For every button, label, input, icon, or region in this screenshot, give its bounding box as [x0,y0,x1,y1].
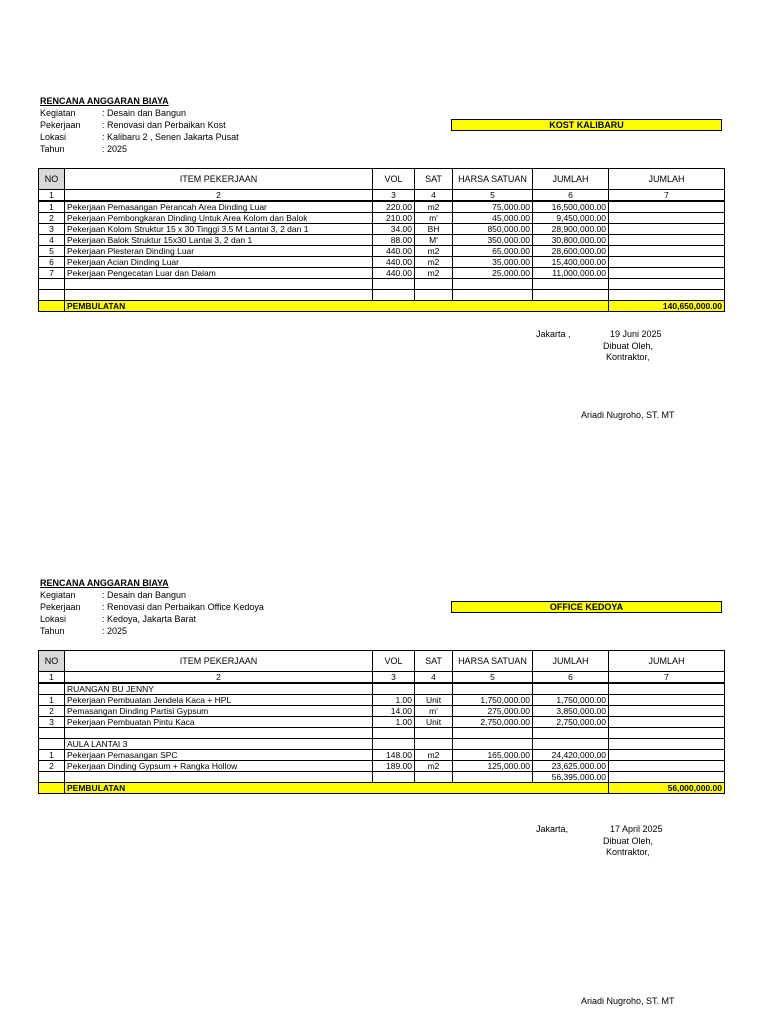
cell-no [39,290,65,301]
col-header-vol: VOL [373,651,415,672]
table-row [39,279,725,290]
cell-harga: 125,000.00 [453,761,533,772]
cell-jumlah2 [609,268,725,279]
sign-date: 17 April 2025 [610,824,663,834]
cell-item: Pemasangan Dinding Partisi Gypsum [65,706,373,717]
table-row [39,224,725,235]
cell-harga [453,739,533,750]
cell-harga [453,290,533,301]
cell-jumlah [533,739,609,750]
cell-item: Pekerjaan Kolom Struktur 15 x 30 Tinggi 3.5 M Lantai 3, 2 dan 1 [65,224,373,235]
cell-harga [453,683,533,695]
cell-jumlah [533,290,609,301]
cell-jumlah2 [609,772,725,783]
table-row [39,683,725,695]
col-header-jumlah-total: JUMLAH [609,651,725,672]
cell-jumlah: 24,420,000.00 [533,750,609,761]
cell-sat: m' [415,213,453,224]
cell-vol: 1.00 [373,717,415,728]
cell-harga: 850,000.00 [453,224,533,235]
sign-name: Ariadi Nugroho, ST. MT [581,410,675,420]
budget-table [38,168,725,312]
total-value: 140,650,000.00 [609,301,725,312]
cell-harga: 165,000.00 [453,750,533,761]
cell-vol: 14.00 [373,706,415,717]
col-header-no: NO [39,169,65,190]
cell-sat: BH [415,224,453,235]
total-value: 56,000,000.00 [609,783,725,794]
cell-vol: 88.00 [373,235,415,246]
cell-jumlah2 [609,235,725,246]
sign-city: Jakarta , [536,329,571,339]
cell-sat [415,739,453,750]
cell-sat [415,728,453,739]
cell-harga: 1,750,000.00 [453,695,533,706]
table-row [39,761,725,772]
cell-sat [415,772,453,783]
info-row: Pekerjaan : Renovasi dan Perbaikan Office Kedoya [40,602,264,612]
cell-no: 6 [39,257,65,268]
cell-vol: 440.00 [373,268,415,279]
cell-sat: m2 [415,257,453,268]
cell-vol: 1.00 [373,695,415,706]
cell-item [65,772,373,783]
cell-no: 3 [39,224,65,235]
cell-jumlah: 3,850,000.00 [533,706,609,717]
project-label: OFFICE KEDOYA [451,601,722,613]
total-row [39,783,725,794]
col-header-harga: HARSA SATUAN [453,169,533,190]
cell-jumlah: 2,750,000.00 [533,717,609,728]
total-label: PEMBULATAN [65,783,609,794]
cell-jumlah: 28,900,000.00 [533,224,609,235]
table-header [39,169,725,190]
cell-sat: m2 [415,246,453,257]
table-row [39,290,725,301]
info-row: Pekerjaan : Renovasi dan Perbaikan Kost [40,120,226,130]
cell-no: 3 [39,717,65,728]
cell-sat [415,683,453,695]
cell-jumlah2 [609,213,725,224]
cell-sat: m2 [415,201,453,213]
col-header-jumlah-total: JUMLAH [609,169,725,190]
cell-no: 1 [39,695,65,706]
cell-vol: 148.00 [373,750,415,761]
table-row [39,201,725,213]
cell-sat: Unit [415,717,453,728]
cell-vol [373,728,415,739]
doc-title: RENCANA ANGGARAN BIAYA [40,96,169,106]
cell-jumlah [533,683,609,695]
cell-item: Pekerjaan Pembuatan Jendela Kaca + HPL [65,695,373,706]
table-row [39,750,725,761]
cell-no [39,279,65,290]
cell-harga [453,772,533,783]
cell-harga [453,279,533,290]
column-number-row: 1 2 3 4 5 6 7 [39,190,725,202]
sign-name: Ariadi Nugroho, ST. MT [581,996,675,1006]
cell-harga: 65,000.00 [453,246,533,257]
cell-sat: m2 [415,268,453,279]
sign-made-by: Dibuat Oleh, [603,836,654,846]
cell-item: AULA LANTAI 3 [65,739,373,750]
cell-harga [453,728,533,739]
table-row [39,268,725,279]
cell-item: Pekerjaan Pembuatan Pintu Kaca [65,717,373,728]
col-header-item: ITEM PEKERJAAN [65,169,373,190]
cell-sat: m' [415,706,453,717]
cell-sat [415,279,453,290]
total-row [39,301,725,312]
table-row [39,695,725,706]
cell-no [39,683,65,695]
cell-no: 1 [39,201,65,213]
cell-harga: 25,000.00 [453,268,533,279]
col-header-item: ITEM PEKERJAAN [65,651,373,672]
cell-item [65,279,373,290]
cell-no: 1 [39,750,65,761]
cell-item: Pekerjaan Pengecatan Luar dan Dalam [65,268,373,279]
cell-jumlah2 [609,683,725,695]
sign-role: Kontraktor, [606,352,650,362]
cell-jumlah2 [609,290,725,301]
cell-jumlah2 [609,695,725,706]
cell-vol [373,772,415,783]
cell-vol: 440.00 [373,257,415,268]
table-row [39,235,725,246]
cell-jumlah: 16,500,000.00 [533,201,609,213]
sign-role: Kontraktor, [606,847,650,857]
cell-harga: 45,000.00 [453,213,533,224]
cell-item: Pekerjaan Plesteran Dinding Luar [65,246,373,257]
cell-jumlah2 [609,257,725,268]
col-header-harga: HARSA SATUAN [453,651,533,672]
cell-jumlah2 [609,728,725,739]
cell-vol: 220.00 [373,201,415,213]
cell-sat: M' [415,235,453,246]
cell-jumlah2 [609,761,725,772]
info-block [40,107,440,155]
cell-vol: 210.00 [373,213,415,224]
cell-vol [373,683,415,695]
cell-item: Pekerjaan Balok Struktur 15x30 Lantai 3, 2 dan 1 [65,235,373,246]
cell-harga: 2,750,000.00 [453,717,533,728]
cell-jumlah: 11,000,000.00 [533,268,609,279]
table-row [39,213,725,224]
project-label: KOST KALIBARU [451,119,722,131]
sign-made-by: Dibuat Oleh, [603,341,654,351]
col-header-vol: VOL [373,169,415,190]
table-row [39,728,725,739]
cell-sat: m2 [415,750,453,761]
cell-item [65,728,373,739]
info-row: Kegiatan : Desain dan Bangun [40,590,187,600]
sign-date: 19 Juni 2025 [610,329,662,339]
cell-jumlah2 [609,739,725,750]
info-row: Tahun : 2025 [40,626,128,636]
sign-city: Jakarta, [536,824,569,834]
cell-jumlah [533,279,609,290]
table-row [39,717,725,728]
cell-no [39,772,65,783]
cell-jumlah: 9,450,000.00 [533,213,609,224]
cell-no: 7 [39,268,65,279]
table-row [39,706,725,717]
cell-jumlah2 [609,706,725,717]
cell-jumlah2 [609,201,725,213]
info-block [40,589,440,637]
cell-no: 2 [39,706,65,717]
cell-jumlah2 [609,279,725,290]
cell-sat: Unit [415,695,453,706]
col-header-jumlah: JUMLAH [533,651,609,672]
cell-no: 4 [39,235,65,246]
cell-sat: m2 [415,761,453,772]
table-row [39,257,725,268]
cell-vol [373,739,415,750]
cell-item [65,290,373,301]
table-row [39,739,725,750]
cell-jumlah: 28,600,000.00 [533,246,609,257]
cell-item: Pekerjaan Dinding Gypsum + Rangka Hollow [65,761,373,772]
doc-title: RENCANA ANGGARAN BIAYA [40,578,169,588]
cell-sat [415,290,453,301]
cell-no [39,728,65,739]
info-row: Lokasi : Kedoya, Jakarta Barat [40,614,197,624]
cell-no: 2 [39,761,65,772]
cell-harga: 35,000.00 [453,257,533,268]
col-header-no: NO [39,651,65,672]
col-header-jumlah: JUMLAH [533,169,609,190]
cell-vol: 189.00 [373,761,415,772]
info-row: Tahun : 2025 [40,144,128,154]
table-row [39,772,725,783]
cell-item: Pekerjaan Acian Dinding Luar [65,257,373,268]
cell-item: RUANGAN BU JENNY [65,683,373,695]
cell-jumlah: 15,400,000.00 [533,257,609,268]
cell-jumlah2 [609,224,725,235]
cell-jumlah: 56,395,000.00 [533,772,609,783]
cell-jumlah2 [609,246,725,257]
cell-vol: 34.00 [373,224,415,235]
col-header-sat: SAT [415,651,453,672]
cell-no: 2 [39,213,65,224]
cell-no: 5 [39,246,65,257]
table-row [39,246,725,257]
info-row: Lokasi : Kalibaru 2 , Senen Jakarta Pusat [40,132,239,142]
table-header [39,651,725,672]
cell-no [39,739,65,750]
cell-item: Pekerjaan Pembongkaran Dinding Untuk Area Kolom dan Balok [65,213,373,224]
cell-jumlah [533,728,609,739]
cell-jumlah: 30,800,000.00 [533,235,609,246]
cell-harga: 350,000.00 [453,235,533,246]
cell-harga: 275,000.00 [453,706,533,717]
cell-item: Pekerjaan Pemasangan Perancah Area Dinding Luar [65,201,373,213]
cell-jumlah: 23,625,000.00 [533,761,609,772]
cell-vol [373,279,415,290]
cell-jumlah2 [609,750,725,761]
cell-item: Pekerjaan Pemasangan SPC [65,750,373,761]
cell-jumlah2 [609,717,725,728]
cell-vol [373,290,415,301]
budget-table [38,650,725,794]
column-number-row: 1 2 3 4 5 6 7 [39,672,725,684]
total-label: PEMBULATAN [65,301,609,312]
cell-jumlah: 1,750,000.00 [533,695,609,706]
cell-vol: 440.00 [373,246,415,257]
info-row: Kegiatan : Desain dan Bangun [40,108,187,118]
cell-harga: 75,000.00 [453,201,533,213]
col-header-sat: SAT [415,169,453,190]
